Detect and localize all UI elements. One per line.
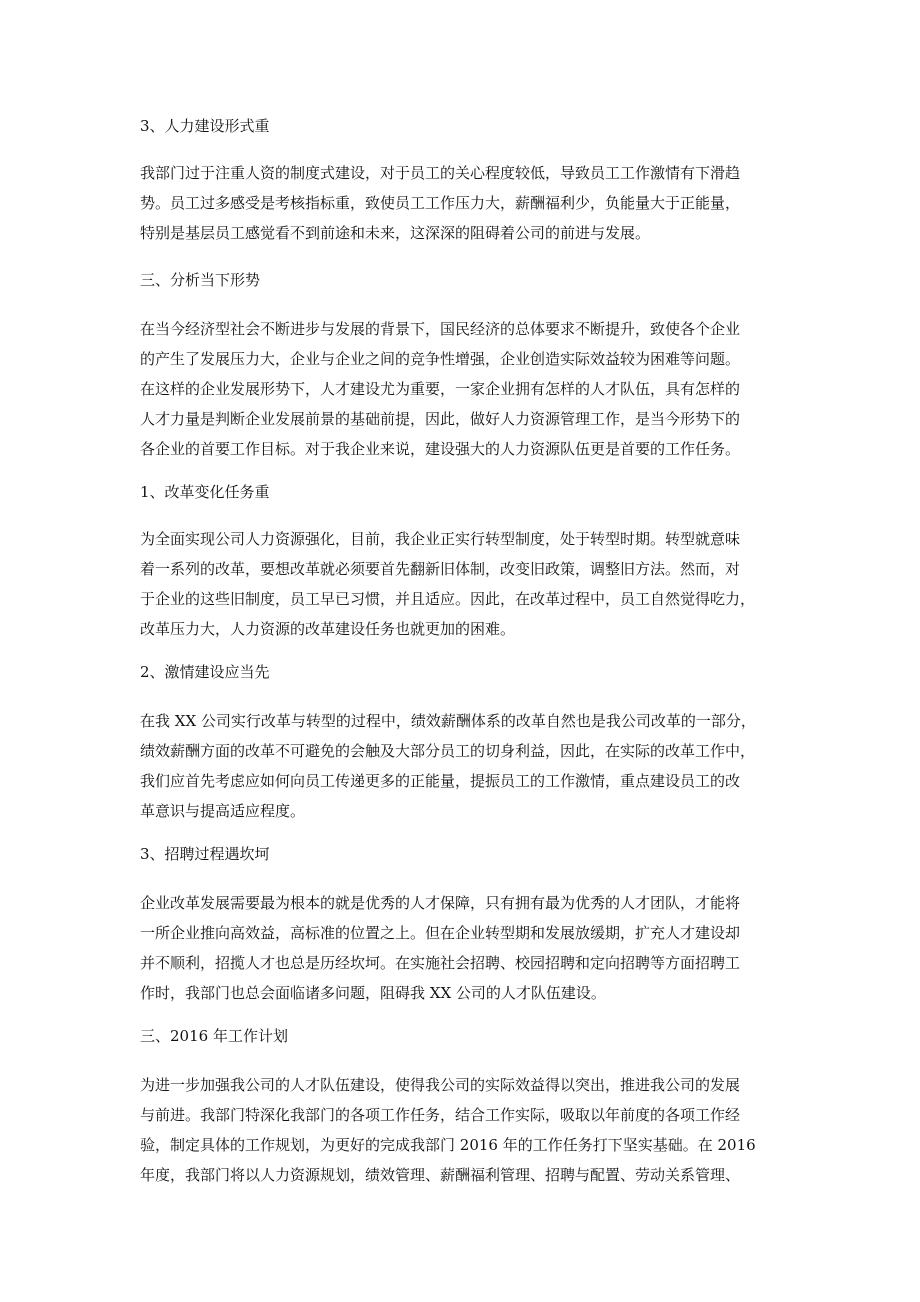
section-heading: 1、改革变化任务重 (140, 483, 270, 501)
paragraph (140, 314, 790, 464)
paragraph-line: 为进一步加强我公司的人才队伍建设，使得我公司的实际效益得以突出，推进我公司的发展 (140, 1076, 741, 1094)
paragraph-line: 在我 XX 公司实行改革与转型的过程中，绩效薪酬体系的改革自然也是我公司改革的一部分， (140, 712, 756, 730)
paragraph-line: 势。员工过多感受是考核指标重，致使员工工作压力大，薪酬福利少，负能量大于正能量， (140, 194, 741, 212)
paragraph-line: 年度，我部门将以人力资源规划，绩效管理、薪酬福利管理、招聘与配置、劳动关系管理、 (140, 1166, 741, 1184)
section-heading: 三、分析当下形势 (140, 271, 261, 289)
paragraph-line: 革意识与提高适应程度。 (140, 802, 306, 820)
paragraph-line: 我们应首先考虑应如何向员工传递更多的正能量，提振员工的工作激情，重点建设员工的改 (140, 772, 741, 790)
paragraph-line: 在当今经济型社会不断进步与发展的背景下，国民经济的总体要求不断提升，致使各个企业 (140, 320, 741, 338)
paragraph-line: 特别是基层员工感觉看不到前途和未来，这深深的阻碍着公司的前进与发展。 (140, 224, 651, 242)
paragraph-line: 的产生了发展压力大，企业与企业之间的竞争性增强，企业创造实际效益较为困难等问题。 (140, 350, 741, 368)
paragraph (140, 158, 790, 248)
section-heading: 三、2016 年工作计划 (140, 1027, 288, 1045)
paragraph-line: 验，制定具体的工作规划，为更好的完成我部门 2016 年的工作任务打下坚实基础。在 2016 (140, 1136, 756, 1154)
paragraph-line: 企业改革发展需要最为根本的就是优秀的人才保障，只有拥有最为优秀的人才团队，才能将 (140, 894, 741, 912)
paragraph-line: 于企业的这些旧制度，员工早已习惯，并且适应。因此，在改革过程中，员工自然觉得吃力， (140, 590, 756, 608)
paragraph-line: 作时，我部门也总会面临诸多问题，阻碍我 XX 公司的人才队伍建设。 (140, 984, 606, 1002)
paragraph-line: 人才力量是判断企业发展前景的基础前提，因此，做好人力资源管理工作，是当今形势下的 (140, 410, 741, 428)
paragraph-line: 并不顺利，招揽人才也总是历经坎坷。在实施社会招聘、校园招聘和定向招聘等方面招聘工 (140, 954, 741, 972)
paragraph-line: 各企业的首要工作目标。对于我企业来说，建设强大的人力资源队伍更是首要的工作任务。 (140, 440, 741, 458)
section-heading: 3、人力建设形式重 (140, 117, 270, 135)
section-heading: 3、招聘过程遇坎坷 (140, 845, 270, 863)
paragraph (140, 1070, 790, 1190)
paragraph (140, 888, 790, 1008)
paragraph-line: 改革压力大，人力资源的改革建设任务也就更加的困难。 (140, 620, 516, 638)
paragraph (140, 706, 790, 826)
paragraph-line: 与前进。我部门特深化我部门的各项工作任务，结合工作实际，吸取以年前度的各项工作经 (140, 1106, 741, 1124)
section-heading: 2、激情建设应当先 (140, 663, 270, 681)
paragraph-line: 为全面实现公司人力资源强化，目前，我企业正实行转型制度，处于转型时期。转型就意味 (140, 530, 741, 548)
paragraph-line: 着一系列的改革，要想改革就必须要首先翻新旧体制，改变旧政策，调整旧方法。然而，对 (140, 560, 741, 578)
paragraph (140, 524, 790, 644)
paragraph-line: 绩效薪酬方面的改革不可避免的会触及大部分员工的切身利益，因此，在实际的改革工作中， (140, 742, 756, 760)
paragraph-line: 一所企业推向高效益，高标准的位置之上。但在企业转型期和发展放缓期，扩充人才建设却 (140, 924, 741, 942)
paragraph-line: 我部门过于注重人资的制度式建设，对于员工的关心程度较低，导致员工工作激情有下滑趋 (140, 164, 741, 182)
paragraph-line: 在这样的企业发展形势下，人才建设尤为重要，一家企业拥有怎样的人才队伍，具有怎样的 (140, 380, 741, 398)
